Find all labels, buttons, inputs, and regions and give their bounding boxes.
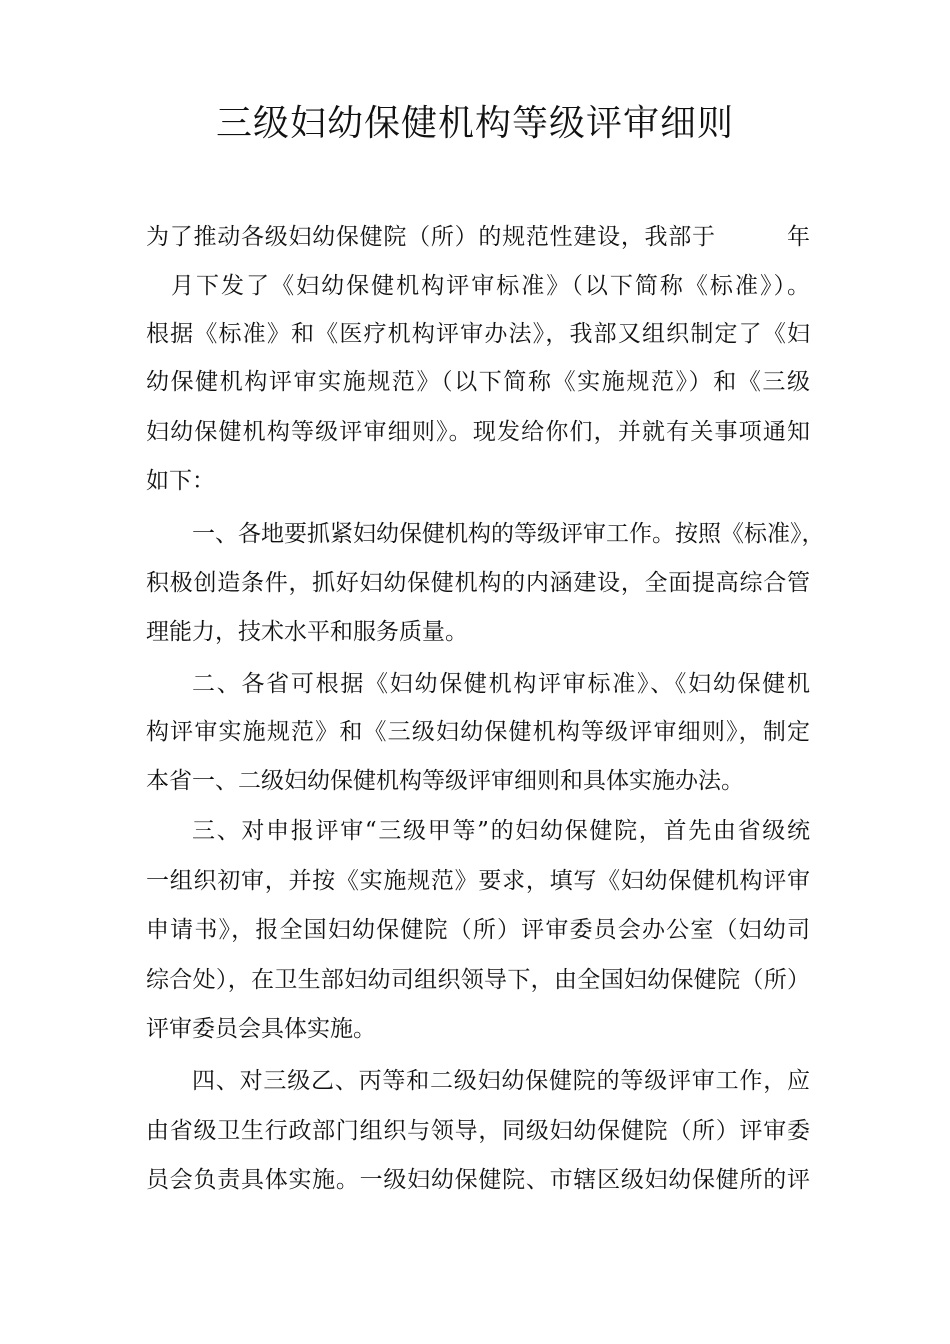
document-title: 三级妇幼保健机构等级评审细则 <box>215 103 734 144</box>
paragraph-line: 构评审实施规范》和《三级妇幼保健机构等级评审细则》，制定 <box>146 719 810 745</box>
paragraph-line: 三、对申报评审“三级甲等”的妇幼保健院，首先由省级统 <box>192 818 810 844</box>
paragraph-line: 妇幼保健机构等级评审细则》。现发给你们，并就有关事项通知 <box>146 419 810 445</box>
paragraph-line: 根据《标准》和《医疗机构评审办法》，我部又组织制定了《妇 <box>146 321 810 347</box>
paragraph-line: 一、各地要抓紧妇幼保健机构的等级评审工作。按照《标准》， <box>192 521 825 547</box>
paragraph-line: 如下： <box>146 468 215 494</box>
paragraph-line: 理能力，技术水平和服务质量。 <box>146 619 468 645</box>
paragraph-line: 幼保健机构评审实施规范》（以下简称《实施规范》）和《三级 <box>146 369 810 395</box>
paragraph-line: 积极创造条件，抓好妇幼保健机构的内涵建设，全面提高综合管 <box>146 570 810 596</box>
paragraph-line: 月下发了《妇幼保健机构评审标准》（以下简称《标准》）。 <box>146 273 810 299</box>
paragraph-line: 二、各省可根据《妇幼保健机构评审标准》、《妇幼保健机 <box>192 671 810 697</box>
paragraph-line: 员会负责具体实施。一级妇幼保健院、市辖区级妇幼保健所的评 <box>146 1167 810 1193</box>
paragraph-line: 由省级卫生行政部门组织与领导，同级妇幼保健院（所）评审委 <box>146 1118 810 1144</box>
paragraph-line: 申请书》，报全国妇幼保健院（所）评审委员会办公室（妇幼司 <box>146 917 810 943</box>
paragraph-line: 评审委员会具体实施。 <box>146 1016 376 1042</box>
paragraph-line: 本省一、二级妇幼保健机构等级评审细则和具体实施办法。 <box>146 768 744 794</box>
paragraph-line: 四、对三级乙、丙等和二级妇幼保健院的等级评审工作，应 <box>192 1068 810 1094</box>
paragraph-line: 一组织初审，并按《实施规范》要求，填写《妇幼保健机构评审 <box>146 868 810 894</box>
paragraph-line: 为了推动各级妇幼保健院（所）的规范性建设，我部于 年 <box>146 224 810 250</box>
paragraph-line: 综合处），在卫生部妇幼司组织领导下，由全国妇幼保健院（所） <box>146 967 810 993</box>
